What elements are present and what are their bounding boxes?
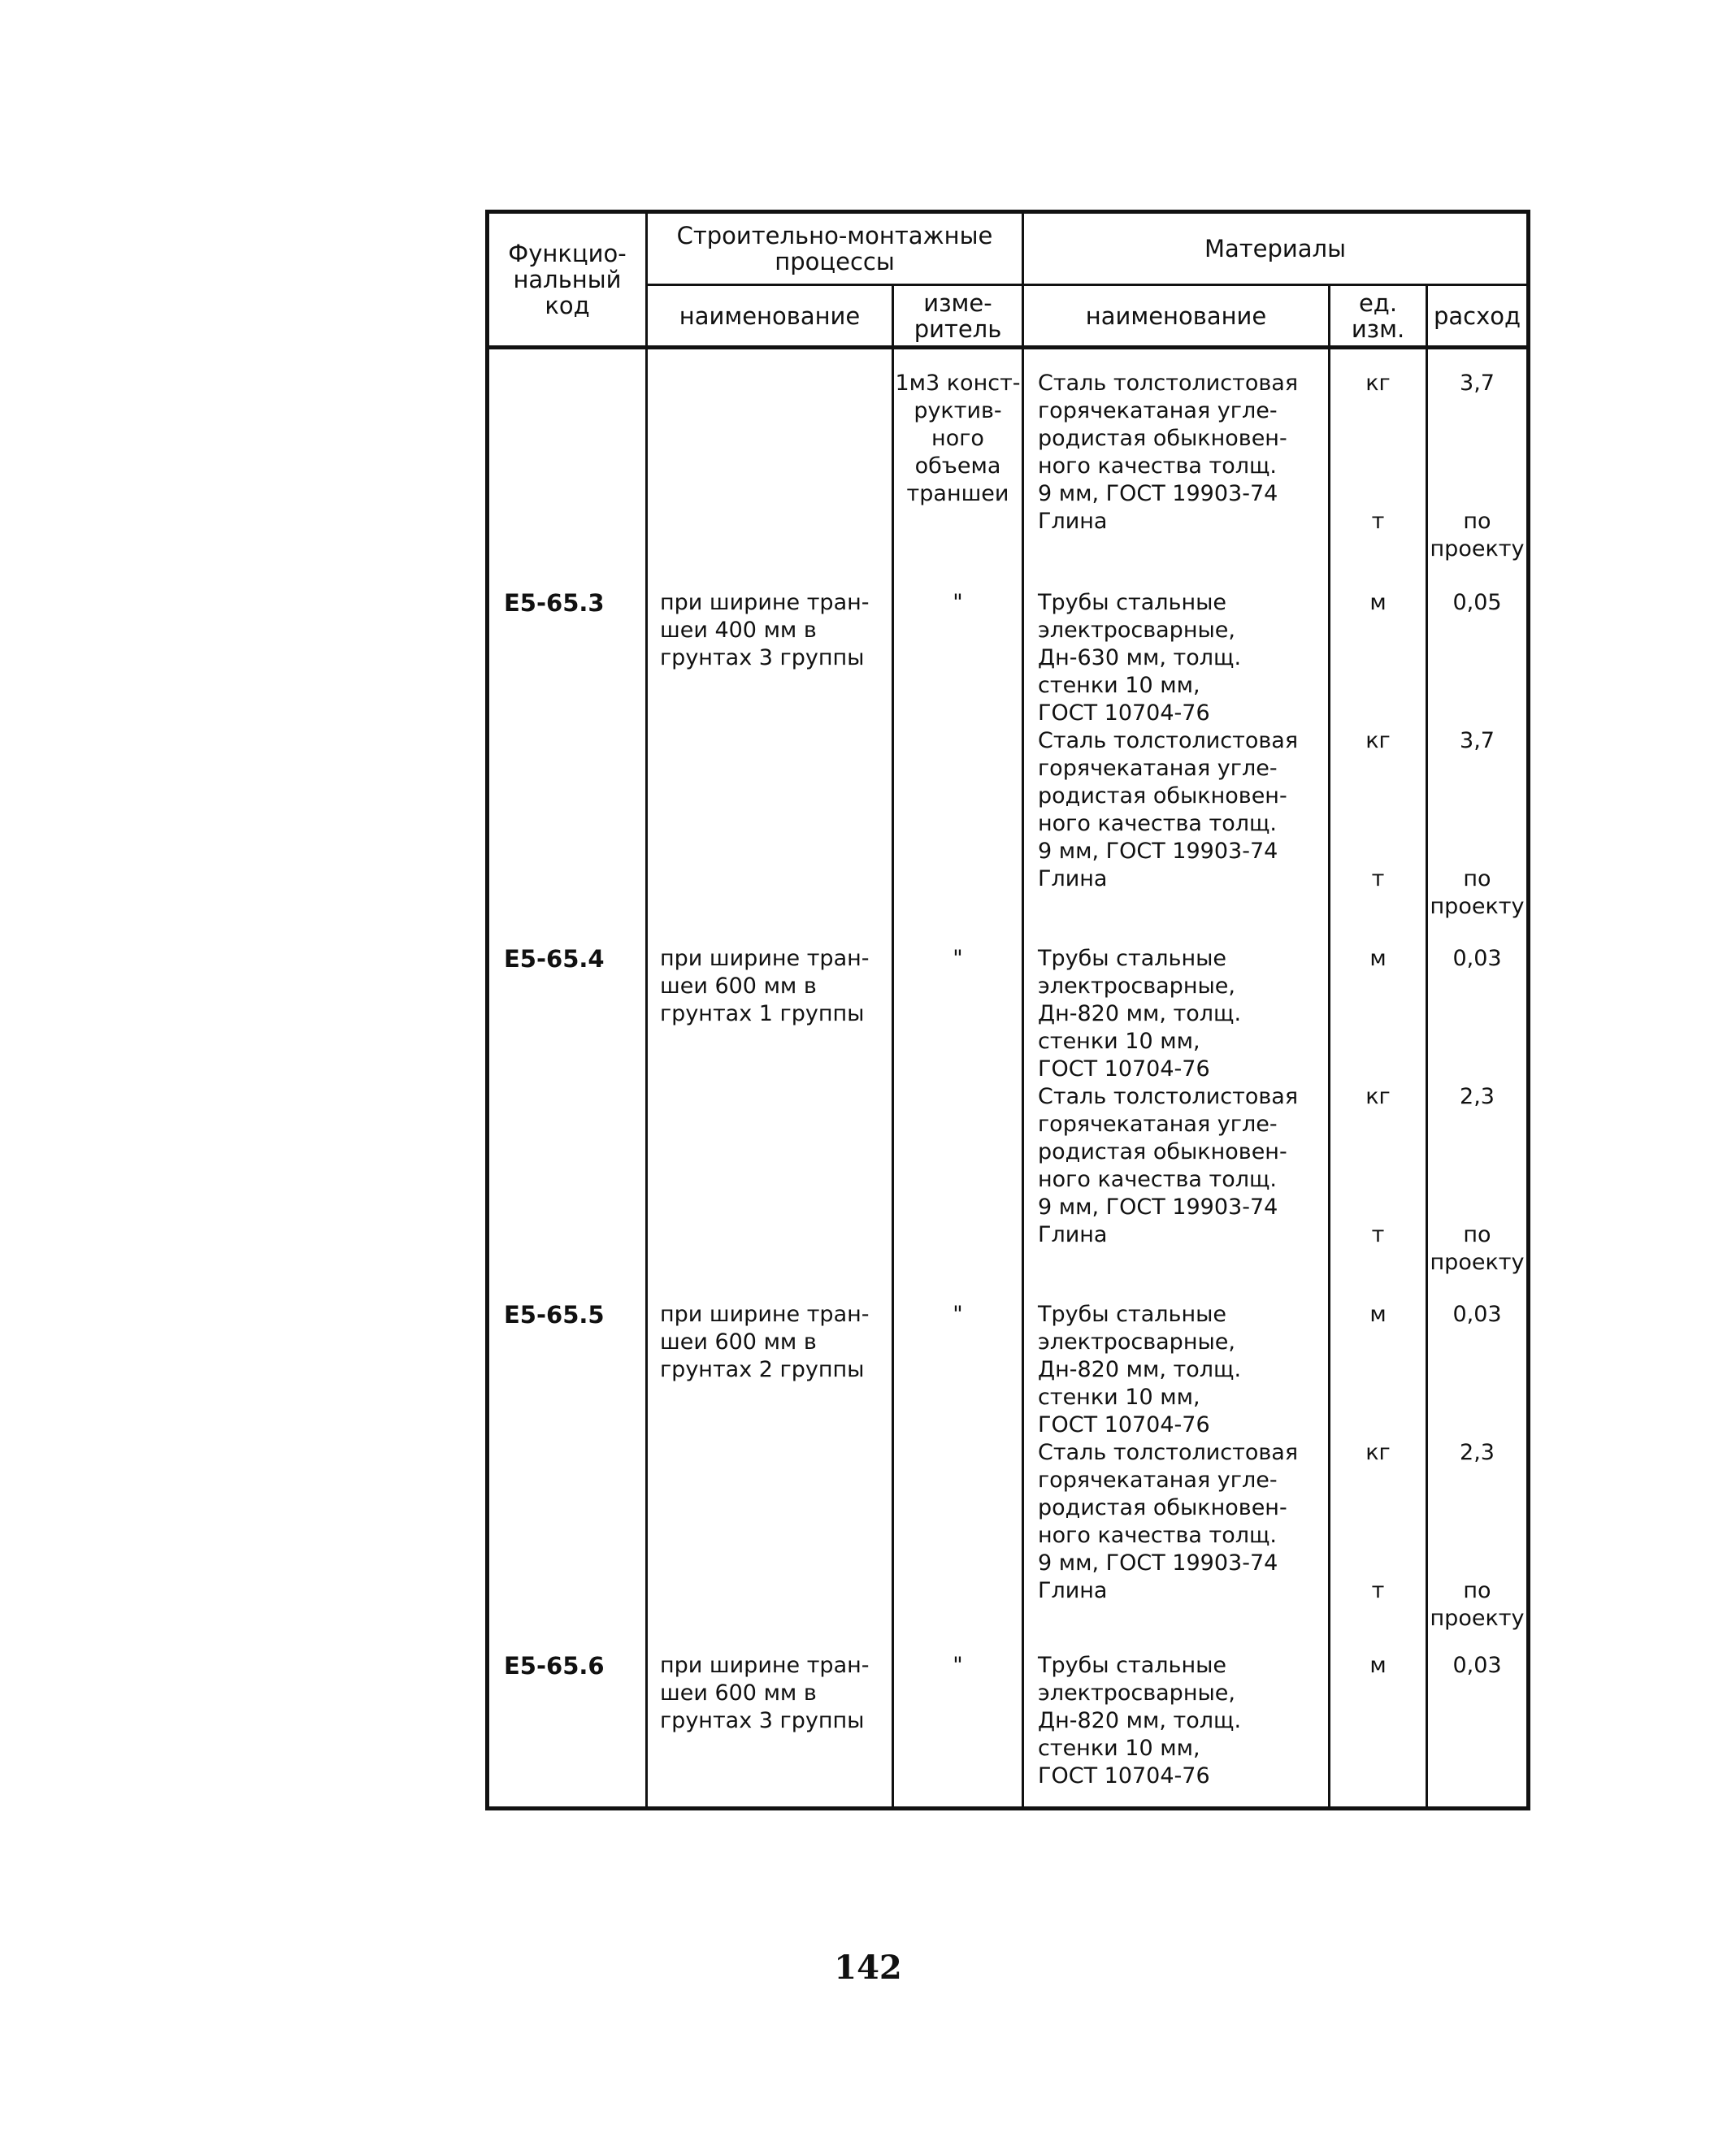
process-name: при ширине тран- шеи 400 мм в грунтах 3 группы [660, 590, 870, 670]
header-proc-unit: изме- ритель [914, 288, 1002, 343]
func-code: Е5-65.4 [504, 945, 605, 973]
material-qty: 2,3 [1460, 1440, 1495, 1465]
material-name: Трубы стальные электросварные, Дн-820 мм, толщ. стенки 10 мм, ГОСТ 10704-76 [1038, 946, 1242, 1082]
header-processes: Строительно-монтажные процессы [676, 222, 993, 275]
material-unit: т [1371, 1578, 1385, 1603]
material-name: Сталь толстолистовая горячекатаная угле- родистая обыкновен- ного качества толщ. 9 мм, ГОСТ 19903-74 [1038, 1440, 1299, 1576]
process-name: при ширине тран- шеи 600 мм в грунтах 3 группы [660, 1653, 870, 1733]
header-mat-unit: ед. изм. [1351, 288, 1405, 343]
header-mat-name: наименование [1085, 301, 1267, 330]
material-name: Глина [1038, 509, 1108, 534]
material-unit: кг [1365, 1440, 1391, 1465]
material-qty: 2,3 [1460, 1084, 1495, 1109]
material-qty: по проекту [1430, 1578, 1525, 1631]
material-unit: кг [1365, 371, 1391, 396]
material-name: Сталь толстолистовая горячекатаная угле- родистая обыкновен- ного качества толщ. 9 мм, ГОСТ 19903-74 [1038, 371, 1299, 506]
material-unit: т [1371, 509, 1385, 534]
process-name: при ширине тран- шеи 600 мм в грунтах 1 группы [660, 946, 870, 1026]
material-qty: 3,7 [1460, 728, 1495, 753]
material-name: Глина [1038, 866, 1108, 891]
func-code: Е5-65.3 [504, 589, 605, 617]
material-unit: м [1369, 1653, 1387, 1678]
material-name: Глина [1038, 1222, 1108, 1247]
material-unit: кг [1365, 1084, 1391, 1109]
material-qty: по проекту [1430, 509, 1525, 562]
material-name: Сталь толстолистовая горячекатаная угле- родистая обыкновен- ного качества толщ. 9 мм, ГОСТ 19903-74 [1038, 728, 1299, 864]
material-unit: кг [1365, 728, 1391, 753]
row-measure: " [953, 946, 963, 971]
material-name: Сталь толстолистовая горячекатаная угле- родистая обыкновен- ного качества толщ. 9 мм, ГОСТ 19903-74 [1038, 1084, 1299, 1220]
header-func-code: Функцио- нальный код [508, 240, 627, 319]
row-measure: " [953, 1653, 963, 1678]
material-name: Трубы стальные электросварные, Дн-820 мм, толщ. стенки 10 мм, ГОСТ 10704-76 [1038, 1653, 1242, 1789]
material-qty: 0,05 [1452, 590, 1502, 615]
col-divider-3 [1022, 214, 1024, 1806]
header-mat-qty: расход [1433, 301, 1521, 330]
material-unit: м [1369, 946, 1387, 971]
func-code: Е5-65.6 [504, 1652, 605, 1680]
col-divider-2 [892, 285, 894, 1806]
material-qty: 3,7 [1460, 371, 1495, 396]
material-name: Трубы стальные электросварные, Дн-820 мм, толщ. стенки 10 мм, ГОСТ 10704-76 [1038, 1302, 1242, 1437]
material-name: Глина [1038, 1578, 1108, 1603]
page-number: 142 [834, 1949, 902, 1987]
material-qty: 0,03 [1452, 1302, 1502, 1327]
material-unit: м [1369, 590, 1387, 615]
material-qty: по проекту [1430, 1222, 1525, 1275]
material-unit: т [1371, 866, 1385, 891]
row-measure: " [953, 1302, 963, 1327]
material-unit: м [1369, 1302, 1387, 1327]
material-qty: 0,03 [1452, 1653, 1502, 1678]
process-name: при ширине тран- шеи 600 мм в грунтах 2 группы [660, 1302, 870, 1382]
material-unit: т [1371, 1222, 1385, 1247]
material-qty: 0,03 [1452, 946, 1502, 971]
row-measure: 1м3 конст- руктив- ного объема траншеи [895, 371, 1021, 506]
header-proc-name: наименование [679, 301, 861, 330]
func-code: Е5-65.5 [504, 1301, 605, 1329]
col-divider-1 [645, 214, 648, 1806]
material-name: Трубы стальные электросварные, Дн-630 мм, толщ. стенки 10 мм, ГОСТ 10704-76 [1038, 590, 1242, 726]
header-materials: Материалы [1204, 235, 1346, 262]
row-measure: " [953, 590, 963, 615]
material-qty: по проекту [1430, 866, 1525, 919]
materials-table [485, 210, 1530, 1810]
